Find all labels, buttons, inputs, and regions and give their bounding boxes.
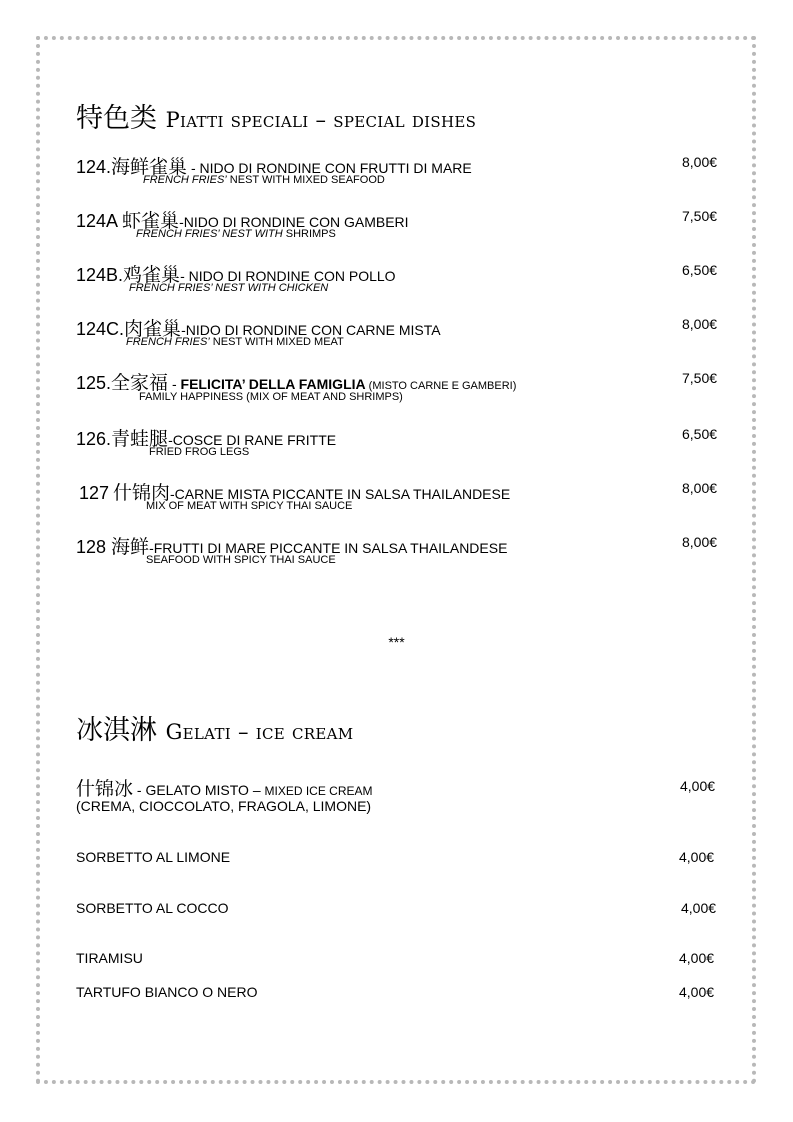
- item-separator: -: [149, 540, 154, 556]
- page-border: [36, 36, 756, 1084]
- item-italian-name: NIDO DI RONDINE CON CARNE MISTA: [185, 322, 441, 338]
- gelato-misto-flavours: (CREMA, CIOCCOLATO, FRAGOLA, LIMONE): [76, 798, 372, 814]
- item-english-plain: FRIED FROG LEGS: [149, 446, 250, 458]
- gelati-item: TARTUFO BIANCO O NERO: [76, 984, 258, 1000]
- section-title-cn: 特色类: [76, 103, 157, 134]
- section-separator: ***: [388, 634, 405, 650]
- gelati-item-price: 4,00€: [679, 950, 715, 966]
- item-english-plain: SEAFOOD WITH SPICY THAI SAUCE: [146, 554, 336, 566]
- item-number: 124A: [76, 211, 123, 231]
- item-price: 6,50€: [682, 262, 718, 278]
- gelato-misto-price: 4,00€: [680, 778, 716, 794]
- gelato-misto-item: [76, 774, 373, 801]
- item-price: 8,00€: [682, 534, 718, 550]
- item-chinese-name: 鸡雀巢: [123, 264, 181, 286]
- item-chinese-name: 海鲜: [111, 536, 150, 558]
- item-english-description: [126, 336, 344, 348]
- section-title-gelati: [76, 708, 353, 747]
- item-price: 7,50€: [682, 370, 718, 386]
- item-english-italic: FRENCH FRIES’: [143, 174, 227, 186]
- item-chinese-name: 什锦冰: [76, 778, 134, 800]
- item-english-description: [143, 174, 385, 186]
- item-price: 6,50€: [682, 426, 718, 442]
- item-english-italic: FRENCH FRIES’ NEST WITH: [136, 228, 283, 240]
- gelati-item-price: 4,00€: [679, 849, 715, 865]
- item-english-description: [139, 391, 403, 403]
- item-number: 124.: [76, 157, 112, 177]
- gelati-item: SORBETTO AL COCCO: [76, 900, 229, 916]
- gelati-item: TIRAMISU: [76, 950, 143, 966]
- item-separator: -: [169, 486, 175, 502]
- item-english-description: [136, 228, 336, 240]
- item-english-plain: MIX OF MEAT WITH SPICY THAI SAUCE: [146, 500, 353, 512]
- item-number: 128: [76, 537, 112, 557]
- item-price: 8,00€: [682, 316, 718, 332]
- item-chinese-name: 海鲜雀巢: [111, 156, 188, 178]
- item-english-italic: FRENCH FRIES’ NEST WITH CHICKEN: [129, 282, 329, 294]
- item-english-plain: FAMILY HAPPINESS (MIX OF MEAT AND SHRIMPS): [139, 391, 403, 403]
- item-italian-name: FRUTTI DI MARE PICCANTE IN SALSA THAILANDESE: [153, 540, 508, 556]
- item-english-description: [146, 554, 336, 566]
- item-english-plain: NEST WITH MIXED MEAT: [209, 336, 344, 348]
- item-italian-note: (MISTO CARNE E GAMBERI): [365, 380, 517, 392]
- item-chinese-name: 全家福: [111, 372, 169, 394]
- item-english-name: MIXED ICE CREAM: [264, 784, 373, 798]
- item-separator: -: [187, 160, 200, 176]
- item-italian-name: COSCE DI RANE FRITTE: [172, 432, 337, 448]
- item-chinese-name: 青蛙腿: [111, 428, 169, 450]
- item-english-plain: SHRIMPS: [282, 228, 336, 240]
- item-number: 126.: [76, 429, 112, 449]
- item-separator: -: [180, 268, 189, 284]
- gelati-item-price: 4,00€: [679, 984, 715, 1000]
- item-separator: -: [168, 432, 173, 448]
- item-italian-name: NIDO DI RONDINE CON FRUTTI DI MARE: [199, 160, 472, 176]
- item-chinese-name: 虾雀巢: [122, 210, 180, 232]
- gelati-item: SORBETTO AL LIMONE: [76, 849, 231, 865]
- item-number: 124C.: [76, 319, 125, 339]
- item-english-description: [149, 446, 249, 458]
- item-price: 8,00€: [682, 480, 718, 496]
- item-separator: -: [179, 214, 184, 230]
- item-chinese-name: 什锦肉: [112, 482, 170, 504]
- item-english-italic: FRENCH FRIES’: [126, 336, 210, 348]
- section-title-special-dishes: [76, 96, 476, 135]
- section-title-latin: Piatti speciali – special dishes: [165, 108, 477, 132]
- item-chinese-name: 肉雀巢: [124, 318, 182, 340]
- item-price: 7,50€: [682, 208, 718, 224]
- item-italian-name: NIDO DI RONDINE CON GAMBERI: [183, 214, 409, 230]
- item-number: 124B.: [76, 265, 124, 285]
- item-italian-name: - GELATO MISTO –: [133, 782, 265, 798]
- item-italian-name: FELICITA’ DELLA FAMIGLIA: [180, 376, 366, 392]
- item-number: 125.: [76, 373, 112, 393]
- item-italian-name: CARNE MISTA PICCANTE IN SALSA THAILANDESE: [174, 486, 511, 502]
- item-separator: -: [168, 376, 181, 392]
- item-english-plain: NEST WITH MIXED SEAFOOD: [226, 174, 385, 186]
- section-title-latin: Gelati – ice cream: [165, 720, 354, 744]
- item-price: 8,00€: [682, 154, 718, 170]
- item-italian-name: NIDO DI RONDINE CON POLLO: [188, 268, 396, 284]
- item-english-description: [146, 500, 352, 512]
- section-title-cn: 冰淇淋: [76, 715, 157, 746]
- item-english-description: [129, 282, 328, 294]
- item-separator: -: [181, 322, 186, 338]
- gelati-item-price: 4,00€: [681, 900, 717, 916]
- item-number: 127: [79, 483, 110, 503]
